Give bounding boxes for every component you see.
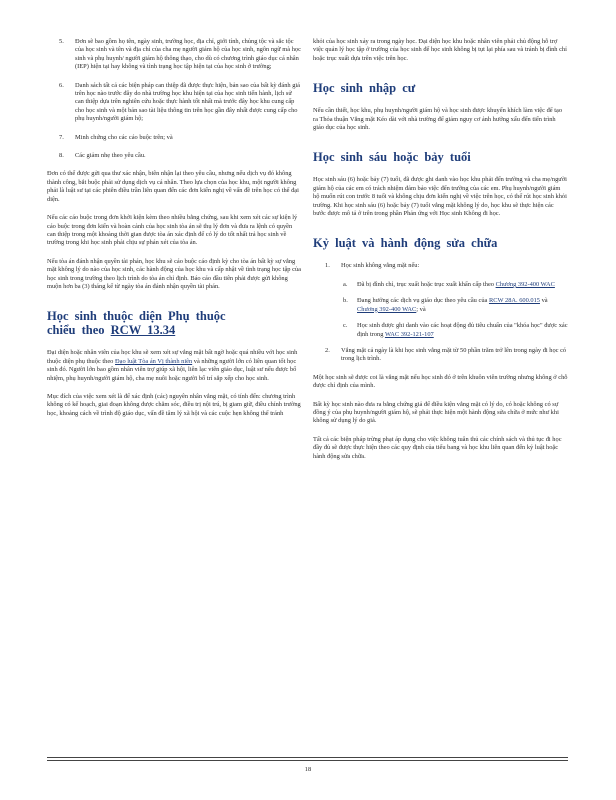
section-heading-migrant: Học sinh nhập cư bbox=[313, 81, 416, 96]
footer-rule-top bbox=[47, 757, 568, 758]
sub-list-item: b. Đang hưởng các dịch vụ giáo dục theo yêu cầu của RCW 28A. 600.015 và Chương 392-400 WAC; và bbox=[343, 297, 548, 313]
footer-rule-bottom bbox=[47, 760, 568, 761]
sub-list-item: a. Đã bị đình chỉ, trục xuất hoặc trục xuất khẩn cấp theo Chương 392-400 WAC bbox=[343, 280, 555, 288]
paragraph: Bất kỳ học sinh nào đưa ra bằng chứng giả để điều kiện vắng mặt có lý do, có hoặc không có sự đồng ý của phụ huynh/người giám hộ, sẽ phải thực hiện một hành động sửa chữa ở mức như khi không sử dụng lý do giả. bbox=[313, 400, 559, 425]
section-heading-dependent: Học sinh thuộc diện Phụ thuộc chiểu theo RCW 13.34 bbox=[47, 309, 226, 338]
paragraph: khỏi của học sinh xảy ra trong ngày học. Đại diện học khu hoặc nhân viên phải chủ động hỗ trợ việc quản lý học tập ở trường của học sinh để học sinh không bị tụt lại phía sau và tránh bị đình chỉ hoặc trục xuất dựa trên việc trên học. bbox=[313, 38, 567, 62]
section-heading-discipline: Kỷ luật và hành động sửa chữa bbox=[313, 236, 498, 251]
paragraph: Nếu cần thiết, học khu, phụ huynh/người giám hộ và học sinh được khuyến khích làm việc để tạo ra Thỏa thuận Vắng mặt Kéo dài với nhà trường để giảm nguy cơ ảnh hưởng xấu đến tiến trình giáo dục của học sinh. bbox=[313, 107, 563, 132]
paragraph: Đại diện hoặc nhân viên của học khu sẽ xem xét sự vắng mặt bất ngờ hoặc quá nhiều với học sinh thuộc diện phụ thuộc theo Đạo luật Tòa án Vị thành niên và những người lớn có liên quan tốt học sinh đó. Người lớn bao gồm nhân viên trợ giúp xã hội, liên lạc viên giáo dục, luật sư nếu được bổ nhiệm, phụ huynh/người giám hộ, cha mẹ nuôi hoặc người bố trí sắp xếp cho học sinh. bbox=[47, 349, 298, 382]
paragraph: Mục đích của việc xem xét là để xác định (các) nguyên nhân vắng mặt, có tính đến: chương trình không có kế hoạch, giai đoạn không được chăm sóc, điều trị nội trú, bị giam giữ, điều chỉnh trường học, khoảng cách về trình độ giáo dục, vấn đề tâm lý xã hội và các cuộc hẹn không thể tránh bbox=[47, 392, 301, 417]
left-column bbox=[47, 38, 302, 428]
list-item: 1. Học sinh không vắng mặt nếu: bbox=[325, 262, 420, 270]
rcw-28a-600-015-link[interactable]: RCW 28A. 600.015 bbox=[488, 297, 540, 305]
juvenile-court-act-link[interactable]: Đạo luật Tòa án Vị thành niên bbox=[115, 357, 193, 365]
section-heading-age: Học sinh sáu hoặc bảy tuổi bbox=[313, 150, 471, 165]
paragraph: Một học sinh sẽ được coi là vắng mặt nếu học sinh đó ở trên khuôn viên trường nhưng không ở chỗ được chỉ định của mình. bbox=[313, 373, 568, 390]
list-item: 7. Minh chứng cho các cáo buộc trên; và bbox=[59, 133, 173, 141]
rcw-13-34-link[interactable]: RCW 13.34 bbox=[110, 323, 176, 338]
paragraph: Nếu tòa án đánh nhận quyền tài phán, học khu sẽ cáo buộc cáo định kỳ cho tòa án bất kỳ sự vắng mặt không lý do nào của học sinh, các hành động của học khu và cấp nhật về tình trạng học tập của học sinh trong trường theo lịch trình do tòa án chỉ định. Báo cáo đầu tiên phải được gửi không muộn hơn ba (3) tháng kể từ ngày tòa án đánh nhận quyền tài phán. bbox=[47, 257, 301, 290]
sub-list-item: c. Học sinh được ghi danh vào các hoạt động đủ tiêu chuẩn của "khóa học" được xác định trong WAC 392-121-107 bbox=[343, 322, 568, 338]
page-number: 18 bbox=[304, 766, 312, 773]
list-item: 2. Vắng mặt cả ngày là khi học sinh vắng mặt từ 50 phần trăm trở lên trong ngày đi học có trong lịch trình. bbox=[325, 346, 567, 363]
list-item: 8. Các giảm nhẹ theo yêu cầu. bbox=[59, 152, 146, 160]
paragraph: Đơn có thể được gửi qua thư xác nhận, biên nhận lại theo yêu cầu, nhưng nếu dịch vụ đó không thành công, bắt buộc phải sử dụng dịch vụ cá nhân. Theo lựa chọn của học khu, một người không phải là luật sư tại các phiên điều trần liên quan đến các đơn kiến nghị về vấn đề trên học có thể đại diện. bbox=[47, 170, 299, 203]
wac-392-121-107-link[interactable]: WAC 392-121-107 bbox=[384, 330, 434, 338]
chapter-392-400-wac-link[interactable]: Chương 392-400 WAC bbox=[495, 280, 555, 288]
paragraph: Học sinh sáu (6) hoặc bảy (7) tuổi, đã được ghi danh vào học khu phải đến trường và cha mẹ/người giám hộ của các em có trách nhiệm đảm bảo việc đến trường của các em. Phụ huynh/người giám hộ muốn rút con trước 8 tuổi và không chịu đơn kiến nghị về việc trên học, có thể rút học sinh khỏi trường. Khi học sinh sáu (6) hoặc bảy (7) tuổi vắng mặt không lý do, học khu sẽ thực hiện các bước được mô tả ở trên trong phần Phản ứng với Học sinh Không đi học. bbox=[313, 176, 567, 218]
numbered-list bbox=[47, 38, 302, 160]
list-item: 6. Danh sách tất cả các biện pháp can thiệp đã được thực hiện, bản sao của bất kỳ đánh giá trên học nào trước đây do nhà trường học khu hiện tại của học sinh tiến hành, lịch sử can thiệp dựa trên nghiên cứu hoặc thực hành tốt nhất mà trước đây học khu cung cấp cho học sinh và một bản sao tài liệu thông tin trên học gần đây nhất được cung cấp cho phụ huynh/người giám hộ; bbox=[59, 81, 301, 123]
right-column bbox=[313, 38, 568, 471]
chapter-392-400-wac-link-2[interactable]: Chương 392-400 WAC bbox=[357, 305, 417, 313]
paragraph: Nếu các cáo buộc trong đơn khởi kiện kèm theo nhiều bằng chứng, sau khi xem xét các sự kiện lý cáo buộc trong đơn kiến và hoàn cảnh của học sinh tòa án sẽ thụ lý đơn và đưa ra lệnh có quyền can thiệp trong một khoảng thời gian được tòa án xác định để có lý do tốt nhất trả học sinh về trường trong khi học sinh phải chịu sự phán xét của tòa án. bbox=[47, 214, 298, 247]
paragraph: Tất cả các biện pháp trừng phạt áp dụng cho việc không tuân thủ các chính sách và thủ tục đi học đầy đủ sẽ được thực hiện theo các quy định của tiểu bang và học khu liên quan đến kỷ luật hoặc hành động sửa chữa. bbox=[313, 435, 562, 460]
list-item: 5. Đơn sẽ bao gồm họ tên, ngày sinh, trường học, địa chỉ, giới tính, chủng tộc và sắc tộc của học sinh và tên và địa chỉ của cha mẹ người giám hộ của học sinh, ngôn ngữ mà học sinh và phụ huynh/ người giám hộ thông thạo, cho dù có chương trình giáo dục cá nhân (IEP) hiện tại hay không và tình trạng học tập hiện tại của học sinh ở trường; bbox=[59, 38, 301, 71]
